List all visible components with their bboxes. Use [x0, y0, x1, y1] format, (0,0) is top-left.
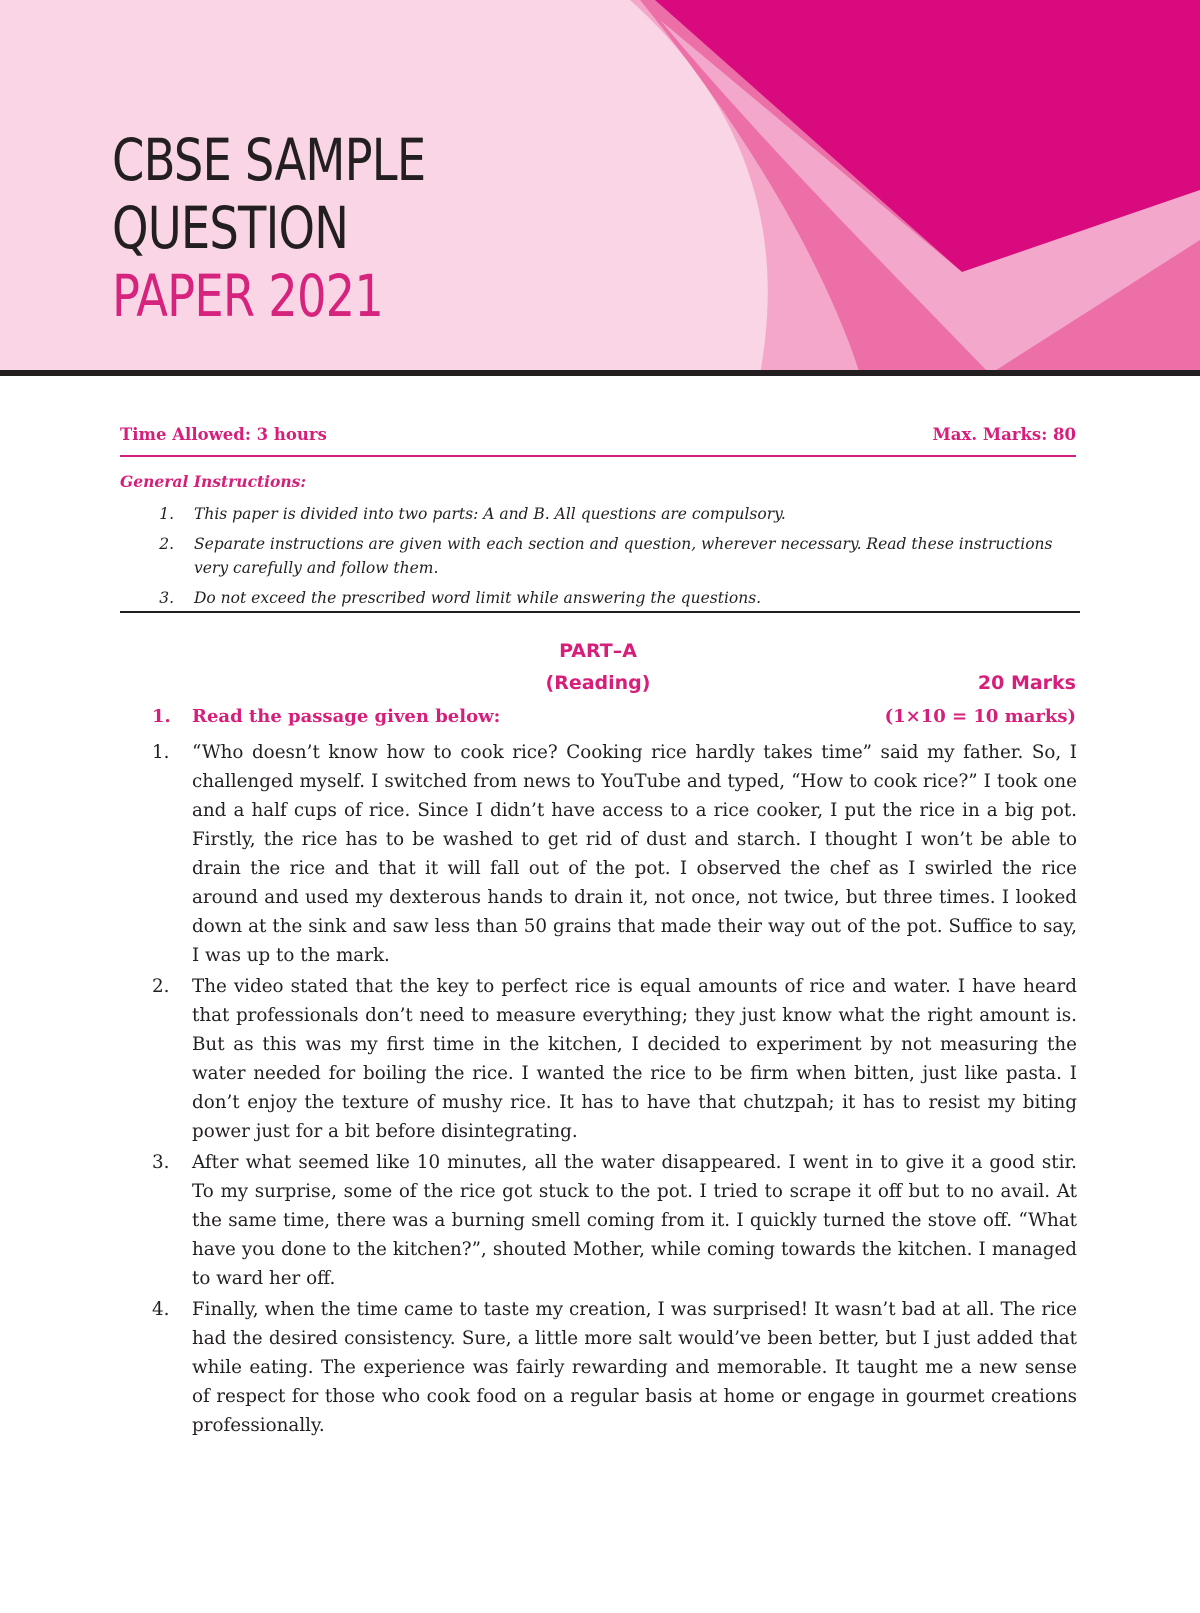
page-title — [112, 126, 425, 330]
title-line-2: QUESTION — [112, 194, 349, 262]
paragraph-text: The video stated that the key to perfect rice is equal amounts of rice and water. I have heard that professionals don’t need to measure everything; they just know what the right amount is. But as this was my first time in the kitchen, I decided to experiment by not measuring the water needed for boiling the rice. I wanted the rice to be firm when bitten, just like pasta. I don’t enjoy the texture of mushy rice. It has to have that chutzpah; it has to resist my biting power just for a bit before disintegrating. — [192, 976, 1077, 1142]
instruction-item — [120, 532, 1076, 580]
passage-paragraph — [152, 738, 1077, 970]
paragraph-number: 3. — [152, 1152, 170, 1173]
paragraph-text: Finally, when the time came to taste my creation, I was surprised! It wasn’t bad at all. The rice had the desired consistency. Sure, a little more salt would’ve been better, but I just added that while eating. The experience was fairly rewarding and memorable. It taught me a new sense of respect for those who cook food on a regular basis at home or engage in gourmet creations professionally. — [192, 1299, 1077, 1436]
exam-meta — [120, 425, 1076, 444]
instructions-divider — [120, 611, 1080, 613]
instruction-number: 3. — [159, 589, 174, 607]
header-divider — [0, 370, 1200, 376]
instruction-text: Do not exceed the prescribed word limit while answering the questions. — [194, 589, 762, 607]
reading-passage — [152, 738, 1077, 1442]
title-line-3: PAPER 2021 — [112, 262, 384, 330]
part-marks: 20 Marks — [977, 672, 1076, 694]
title-line-1: CBSE SAMPLE — [112, 126, 426, 194]
paragraph-number: 2. — [152, 976, 170, 997]
question-number: 1. — [152, 706, 171, 727]
part-title: PART–A — [559, 640, 637, 662]
instruction-text: This paper is divided into two parts: A and B. All questions are compulsory. — [194, 505, 786, 523]
part-subtitle: (Reading) — [545, 672, 651, 694]
instruction-text: Separate instructions are given with each section and question, wherever necessary. Read these instructions very carefully and follow them. — [194, 535, 1053, 577]
instruction-item — [120, 586, 1076, 610]
time-allowed: Time Allowed: 3 hours — [120, 425, 327, 444]
question-marks: (1×10 = 10 marks) — [884, 706, 1076, 727]
max-marks: Max. Marks: 80 — [932, 425, 1076, 444]
passage-paragraph — [152, 972, 1077, 1146]
paragraph-number: 1. — [152, 742, 170, 763]
passage-paragraph — [152, 1295, 1077, 1440]
question-text: Read the passage given below: — [192, 706, 501, 727]
meta-divider — [120, 455, 1076, 457]
instructions-list — [120, 502, 1076, 616]
paragraph-number: 4. — [152, 1299, 170, 1320]
instruction-number: 1. — [159, 505, 174, 523]
paragraph-text: “Who doesn’t know how to cook rice? Cooking rice hardly takes time” said my father. So, I challenged myself. I switched from news to YouTube and typed, “How to cook rice?” I took one and a half cups of rice. Since I didn’t have access to a rice cooker, I put the rice in a big pot. Firstly, the rice has to be washed to get rid of dust and starch. I thought I won’t be able to drain the rice and that it will fall out of the pot. I observed the chef as I swirled the rice around and used my dexterous hands to drain it, not once, not twice, but three times. I looked down at the sink and saw less than 50 grains that made their way out of the pot. Suffice to say, I was up to the mark. — [192, 742, 1077, 966]
paragraph-text: After what seemed like 10 minutes, all the water disappeared. I went in to give it a good stir. To my surprise, some of the rice got stuck to the pot. I tried to scrape it off but to no avail. At the same time, there was a burning smell coming from it. I quickly turned the stove off. “What have you done to the kitchen?”, shouted Mother, while coming towards the kitchen. I managed to ward her off. — [192, 1152, 1077, 1289]
instructions-title: General Instructions: — [120, 472, 307, 491]
passage-paragraph — [152, 1148, 1077, 1293]
instruction-number: 2. — [159, 535, 174, 553]
instruction-item — [120, 502, 1076, 526]
header-banner — [0, 0, 1200, 374]
